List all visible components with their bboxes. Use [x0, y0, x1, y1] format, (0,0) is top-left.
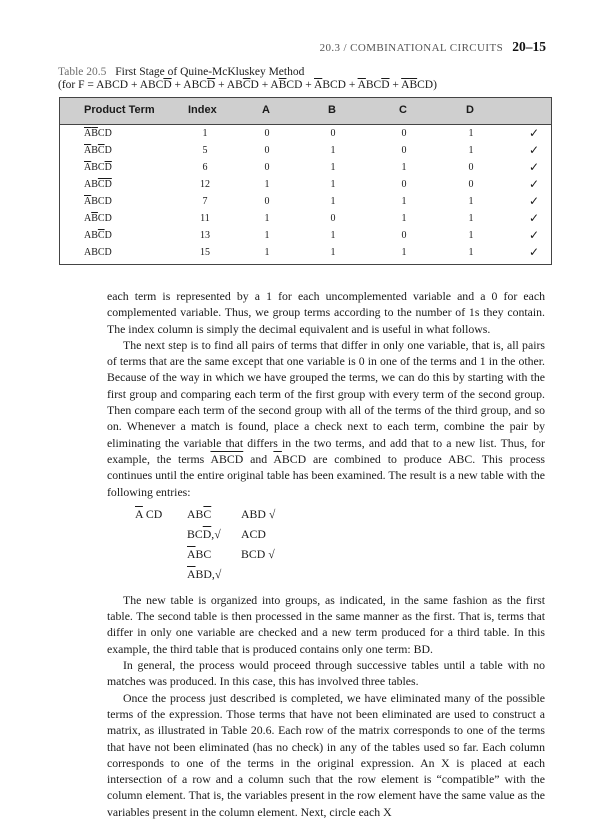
combined-term [241, 546, 275, 562]
formula-term: AB [226, 79, 243, 91]
combined-term [135, 506, 162, 522]
index-cell: 7 [202, 196, 208, 207]
product-term-cell [84, 213, 112, 224]
combined-term-part: ACD [241, 526, 266, 541]
combined-term-part: $\overline{A}$ [135, 506, 143, 521]
formula-plus: + [389, 79, 402, 91]
formula-plus: + [258, 79, 271, 91]
formula-term: $\overline{A}$ [401, 79, 410, 91]
a-cell: 0 [264, 196, 270, 207]
d-cell: 1 [468, 213, 474, 224]
body-text [107, 288, 545, 820]
formula-term: CD [417, 79, 434, 91]
table-row [60, 194, 551, 211]
combined-term-part: $\overline{D}$ [202, 526, 212, 541]
formula-term: A [270, 79, 279, 91]
d-cell: 1 [468, 145, 474, 156]
formula-term: ABC [183, 79, 207, 91]
a-cell: 1 [264, 179, 270, 190]
formula-suffix: ) [433, 79, 437, 91]
b-cell: 1 [330, 179, 336, 190]
product-term-part: CD [97, 213, 112, 224]
product-term-part: BC [91, 162, 105, 173]
header-b: B [328, 104, 336, 116]
combined-terms-list [107, 506, 545, 586]
combined-term-part: AB [187, 506, 204, 521]
index-cell: 6 [202, 162, 208, 173]
formula-term: $\overline{A}$ [357, 79, 366, 91]
formula-plus: + [302, 79, 314, 91]
product-term-part: $\overline{A}$ [84, 196, 92, 207]
a-cell: 1 [264, 247, 270, 258]
product-term-part: $\overline{D}$ [104, 162, 112, 173]
c-cell: 0 [401, 179, 407, 190]
table [59, 97, 552, 265]
formula-term: $\overline{B}$ [278, 79, 287, 91]
product-term-part: $\overline{C}$ [97, 230, 105, 241]
product-term-part: AB [84, 179, 98, 190]
table-caption [58, 66, 558, 92]
formula-term: BCD [322, 79, 346, 91]
combined-term-part: BC [187, 526, 203, 541]
formula-term: $\overline{D}$ [381, 79, 390, 91]
combined-term-part: CD [142, 506, 163, 521]
product-term-cell [84, 247, 112, 258]
product-term-cell [84, 128, 112, 139]
formula-term: ABCD [96, 79, 129, 91]
table-title: First Stage of Quine-McKluskey Method [115, 66, 305, 78]
b-cell: 1 [330, 162, 336, 173]
header-d: D [466, 104, 474, 116]
formula-term: $\overline{B}$ [409, 79, 418, 91]
caption-title-line [58, 66, 558, 79]
product-term-part: $\overline{B}$ [91, 128, 98, 139]
b-cell: 1 [330, 230, 336, 241]
caption-formula [58, 79, 558, 92]
check-mark: ✓ [528, 143, 540, 157]
c-cell: 1 [401, 162, 407, 173]
combined-term-part: $\overline{C}$ [203, 506, 212, 521]
paragraph-2-part: and [243, 451, 274, 466]
check-mark: ✓ [528, 228, 540, 242]
running-head [300, 39, 546, 55]
combined-term [241, 526, 266, 542]
paragraph-5: Once the process just described is completed, we have eliminated many of the possible terms of the expression. Those terms that have not been eliminated are used to construct a matrix, as illustrated in Table 20.6. Each row of the matrix corresponds to one of the terms that have not been eliminated (has no check) in any of the tables used so far. Each column corresponds to one of the terms in the original expression. An X is placed at each intersection of a row and a column such that the row element is “compatible” with the column element. That is, the variables present in the row element have the same value as the variables present in the column element. Next, circle each X [107, 690, 545, 819]
product-term-part: $\overline{C}$ [97, 145, 105, 156]
formula-term: ABC [139, 79, 164, 91]
product-term-part: AB [84, 230, 98, 241]
a-cell: 1 [264, 230, 270, 241]
paragraph-4: In general, the process would proceed through successive tables until a table with no matches was produced. In this case, this has involved three tables. [107, 658, 545, 689]
index-cell: 15 [200, 247, 210, 258]
check-mark: ✓ [528, 126, 540, 140]
formula-plus: + [215, 79, 227, 91]
running-head-section: 20.3 / COMBINATIONAL CIRCUITS [319, 42, 504, 54]
product-term-part: CD [97, 128, 112, 139]
combined-term-part: ,√ [211, 566, 222, 581]
combined-term [187, 506, 211, 522]
a-cell: 0 [264, 162, 270, 173]
formula-plus: + [171, 79, 184, 91]
header-product-term: Product Term [84, 104, 155, 116]
formula-term: BC [365, 79, 382, 91]
c-cell: 1 [401, 247, 407, 258]
product-term-part: $\overline{A}$ [84, 145, 92, 156]
table-row [60, 177, 551, 194]
combined-term-part: √ [265, 506, 276, 521]
table-row [60, 211, 551, 228]
combined-term [187, 566, 221, 582]
combined-term-part: $\overline{A}$ [187, 546, 196, 561]
combined-term-part: BC [195, 546, 212, 561]
d-cell: 0 [468, 162, 474, 173]
page-number: 20–15 [512, 39, 546, 54]
table-number: Table 20.5 [58, 66, 107, 78]
table-row [60, 143, 551, 160]
combined-term [187, 526, 221, 542]
product-term-part: $\overline{CD}$ [97, 179, 112, 190]
check-mark: ✓ [528, 245, 540, 259]
combined-term-part: ABD [241, 506, 266, 521]
index-cell: 13 [200, 230, 210, 241]
formula-term: D [250, 79, 259, 91]
a-cell: 1 [264, 213, 270, 224]
index-cell: 12 [200, 179, 210, 190]
a-cell: 0 [264, 128, 270, 139]
formula-term: CD [286, 79, 303, 91]
c-cell: 0 [401, 128, 407, 139]
product-term-cell [84, 179, 112, 190]
a-cell: 0 [264, 145, 270, 156]
c-cell: 0 [401, 230, 407, 241]
table-header-row [60, 98, 551, 125]
product-term-part: $\overline{B}$ [91, 213, 98, 224]
b-cell: 0 [330, 128, 336, 139]
combined-term [241, 506, 275, 522]
c-cell: 0 [401, 145, 407, 156]
product-term-cell [84, 162, 112, 173]
c-cell: 1 [401, 196, 407, 207]
product-term-part: $\overline{A}$ [84, 162, 92, 173]
d-cell: 0 [468, 179, 474, 190]
combined-term-part: A [187, 566, 196, 581]
d-cell: 1 [468, 128, 474, 139]
check-mark: ✓ [528, 194, 540, 208]
b-cell: 1 [330, 145, 336, 156]
combined-term-part: √ [265, 546, 275, 561]
formula-term: $\overline{D}$ [206, 79, 216, 91]
formula-terms [96, 79, 433, 91]
combined-term [187, 546, 211, 562]
b-cell: 1 [330, 196, 336, 207]
paragraph-2-part: BCD are combined to produce ABC. This process continues until the entire original table has been examined. The result is a new table with the following entries: [107, 451, 546, 499]
index-cell: 1 [202, 128, 208, 139]
header-a: A [262, 104, 270, 116]
formula-plus: + [128, 79, 140, 91]
check-mark: ✓ [528, 177, 540, 191]
product-term-part: $\overline{A}$ [84, 128, 92, 139]
check-mark: ✓ [528, 160, 540, 174]
table-row [60, 245, 551, 262]
table-row [60, 126, 551, 143]
combined-term-part: BD [195, 566, 212, 581]
check-mark: ✓ [528, 211, 540, 225]
product-term-part: D [104, 230, 112, 241]
formula-term: $\overline{D}$ [163, 79, 172, 91]
combined-term-part: ,√ [211, 526, 221, 541]
formula-term: $\overline{C}$ [242, 79, 251, 91]
product-term-cell [84, 145, 112, 156]
table-row [60, 160, 551, 177]
d-cell: 1 [468, 196, 474, 207]
b-cell: 1 [330, 247, 336, 258]
product-term-part: A [84, 213, 92, 224]
header-index: Index [188, 104, 217, 116]
d-cell: 1 [468, 230, 474, 241]
index-cell: 11 [200, 213, 210, 224]
index-cell: 5 [202, 145, 208, 156]
product-term-cell [84, 230, 112, 241]
product-term-part: BCD [91, 196, 112, 207]
c-cell: 1 [401, 213, 407, 224]
product-term-part: B [91, 145, 98, 156]
paragraph-2-part: $\overline{A}$ [273, 451, 282, 466]
paragraph-3: The new table is organized into groups, as indicated, in the same fashion as the first table. The second table is then processed in the same manner as the first. That is, terms that differ in only one variable are checked and a new term produced for a third table. In this example, the third table that is produced contains only one term: BD. [107, 592, 545, 656]
formula-prefix: (for F = [58, 79, 97, 91]
paragraph-2-part: ABCD [210, 451, 244, 466]
formula-term: $\overline{A}$ [314, 79, 323, 91]
header-c: C [399, 104, 407, 116]
b-cell: 0 [330, 213, 336, 224]
product-term-cell [84, 196, 112, 207]
formula-plus: + [345, 79, 358, 91]
paragraph-2-part: The next step is to find all pairs of terms that differ in only one variable, that is, all pairs of terms that are the same except that one variable is 0 in one of the terms and 1 in the other. Because of the way in which we have grouped the terms, we can do this by starting with the first group and comparing each term of the first group with every term of the second group. Then compare each term of the second group with all of the terms of the third group, and so on. Whenever a match is found, place a check next to each term, combine the pair by eliminating the variable that differs in the two terms, and add that to a new list. Thus, for example, the terms [107, 337, 545, 466]
paragraph-1: each term is represented by a 1 for each uncomplemented variable and a 0 for each complemented variable. Thus, we group terms according to the number of 1s they contain. The index column is simply the decimal equivalent and is useful in what follows. [107, 289, 545, 336]
combined-term-part: BCD [241, 546, 266, 561]
product-term-part: D [104, 145, 112, 156]
table-row [60, 228, 551, 245]
paragraph-2 [107, 337, 545, 500]
d-cell: 1 [468, 247, 474, 258]
product-term-part: ABCD [84, 247, 112, 258]
